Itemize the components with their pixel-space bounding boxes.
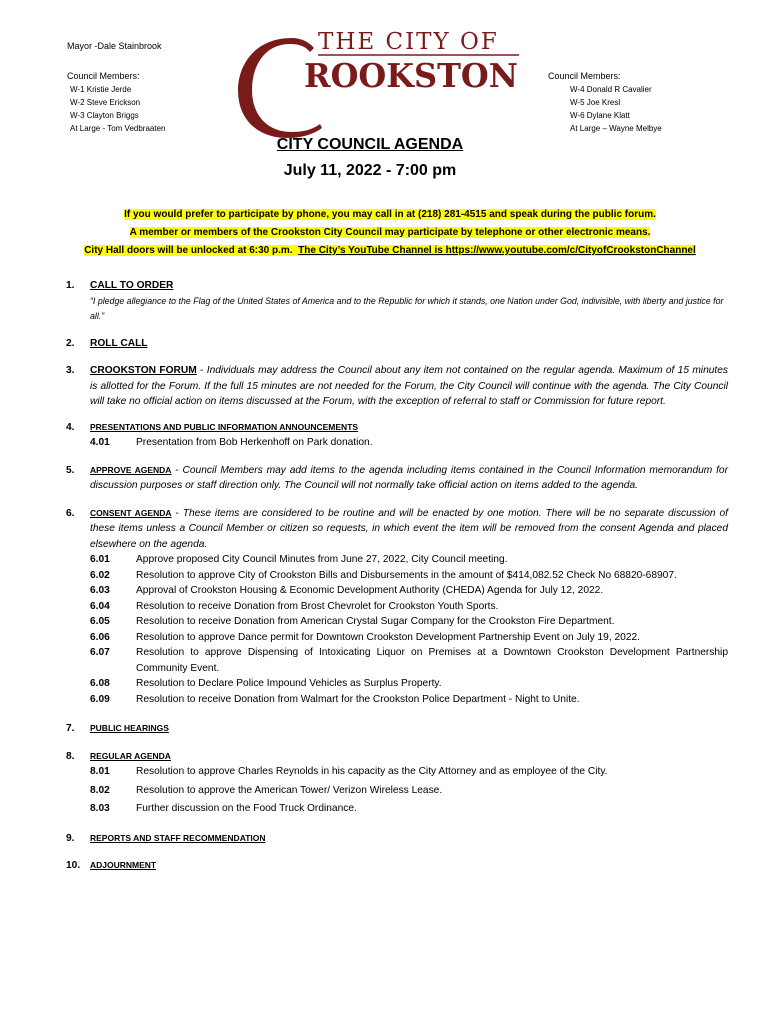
council-member: W-2 Steve Erickson (70, 98, 141, 107)
item-number: 3. (66, 365, 75, 376)
item-description: Individuals may address the Council about any item not contained on the regular agenda. Maximum of 15 minutes is allotted for the Forum. If the full 15 minutes are not needed for the Forum, the City Council will continue with the agenda. The City Council will take no official action on items discussed at the Forum, with the exception of referral to staff or Commission for future report. (90, 365, 728, 407)
item-heading: PRESENTATIONS AND PUBLIC INFORMATION ANNOUNCEMENTS (90, 421, 359, 432)
sub-item: 6.06 Resolution to approve Dance permit for Downtown Crookston Development Partnership Event on July 19, 2022. (90, 631, 640, 643)
phone-notice-text: If you would prefer to participate by phone, you may call in at (218) 281-4515 and speak during the public forum. (124, 209, 656, 220)
item-heading: REGULAR AGENDA (90, 750, 171, 761)
agenda-date: July 11, 2022 - 7:00 pm (283, 162, 457, 179)
council-member: At Large - Tom Vedbraaten (70, 124, 166, 133)
council-member: At Large – Wayne Melbye (570, 124, 662, 133)
mayor-name: Mayor -Dale Stainbrook (67, 41, 162, 51)
phone-notice (40, 209, 740, 220)
item-number: 8. (66, 750, 75, 762)
youtube-link[interactable]: The City’s YouTube Channel is https://www.youtube.com/c/CityofCrookstonChannel (298, 245, 696, 256)
item-description: Council Members may add items to the agenda including items contained in the Council Information memorandum for discussion purposes or staff direction only. The Council will not normally take official action on items added to the agenda. (90, 464, 728, 491)
item-heading: CONSENT AGENDA (90, 507, 172, 518)
item-number: 1. (66, 280, 75, 291)
item-heading: ADJOURNMENT (90, 860, 157, 870)
council-member: W-3 Clayton Briggs (70, 111, 139, 120)
electronic-notice-text: A member or members of the Crookston City Council may participate by telephone or other electronic means. (129, 227, 651, 238)
item-heading: PUBLIC HEARINGS (90, 723, 169, 733)
sub-item: 8.03 Further discussion on the Food Truck Ordinance. (90, 803, 357, 814)
item-number: 10. (66, 860, 81, 871)
sub-item: 6.07 Resolution to approve Dispensing of Intoxicating Liquor on Premises at a Downtown Crookston Development Partnership Community Event. (90, 647, 728, 674)
sub-item: 6.01 Approve proposed City Council Minutes from June 27, 2022, City Council meeting. (90, 554, 508, 565)
council-member: W-1 Kristie Jerde (70, 85, 132, 94)
agenda-item-consent-agenda: 6. CONSENT AGENDA - These items are considered to be routine and will be enacted by one motion. There will be no separate discussion of these items unless a Council Member or citizen so requests, in which event the item will be removed from the consent Agenda and placed elsewhere on the agenda. 6.01 Approve proposed City Council Minutes from June 27, 2022, City Council meeting. 6.02 Resolution to approve City of Crookston Bills and Disbursements in the amount of $414,082.52 Check No 68820-68907. 6.03 Approval of Crookston Housing & Economic Development Authority (CHEDA) Agenda for July 12, 2022. 6.04 Resolution to receive Donation from Brost Chevrolet for Crookston Youth Sports. 6.05 Resolution to receive Donation from American Crystal Sugar Company for the Crookston Fire Department. 6.06 Resolution to approve Dance permit for Downtown Crookston Development Partnership Event on July 19, 2022. 6.07 Resolution to approve Dispensing of Intoxicating Liquor on Premises at a Downtown Crookston Development Partnership Community Event. 6.08 Resolution to Declare Police Impound Vehicles as Surplus Property. 6.09 Resolution to receive Donation from Walmart for the Crookston Police Department - Night to Unite. (66, 506, 728, 708)
item-number: 5. (66, 464, 75, 476)
item-number: 7. (66, 723, 75, 734)
city-logo (236, 24, 526, 140)
item-heading: APPROVE AGENDA (90, 464, 172, 475)
item-heading: ROLL CALL (90, 337, 148, 349)
electronic-notice (40, 227, 740, 238)
sub-item: 6.03 Approval of Crookston Housing & Economic Development Authority (CHEDA) Agenda for July 12, 2022. (90, 585, 604, 596)
item-heading: CROOKSTON FORUM (90, 365, 197, 376)
agenda-item-call-to-order (66, 278, 728, 324)
agenda-item-roll-call (66, 336, 728, 352)
item-description: These items are considered to be routine and will be enacted by one motion. There will be no separate discussion of these items unless a Council Member or citizen so requests, in which event the item will be removed from the consent Agenda and placed elsewhere on the agenda. (90, 507, 728, 550)
doors-notice (40, 245, 740, 256)
council-heading-right: Council Members: (548, 71, 621, 81)
pledge-text: “I pledge allegiance to the Flag of the United States of America and to the Republic for which it stands, one Nation under God, indivisible, with liberty and justice for all.” (90, 295, 724, 321)
sub-item: 8.02 Resolution to approve the American Tower/ Verizon Wireless Lease. (90, 784, 443, 796)
sub-item: 6.05 Resolution to receive Donation from American Crystal Sugar Company for the Crookston Fire Department. (90, 616, 615, 627)
agenda-item-reports (66, 831, 728, 847)
item-number: 9. (66, 832, 75, 844)
agenda-item-regular-agenda (66, 749, 728, 817)
agenda-title: CITY COUNCIL AGENDA (276, 136, 464, 153)
sub-item: 6.02 Resolution to approve City of Crookston Bills and Disbursements in the amount of $414,082.52 Check No 68820-68907. (90, 569, 677, 581)
doors-notice-text: City Hall doors will be unlocked at 6:30 p.m. (84, 245, 293, 256)
item-number: 6. (66, 507, 75, 519)
item-heading: REPORTS AND STAFF RECOMMENDATION (90, 832, 266, 843)
sub-item: 6.09 Resolution to receive Donation from Walmart for the Crookston Police Department - Night to Unite. (90, 693, 580, 705)
agenda-item-approve-agenda: 5. APPROVE AGENDA - Council Members may add items to the agenda including items contained in the Council Information memorandum for discussion purposes or staff direction only. The Council will not normally take official action on items added to the agenda. (66, 464, 728, 491)
council-member: W-4 Donald R Cavalier (570, 85, 652, 94)
logo-city-name: ROOKSTON (304, 56, 518, 95)
agenda-item-public-hearings (66, 721, 728, 737)
agenda-items (66, 278, 728, 874)
sub-item: 6.04 Resolution to receive Donation from Brost Chevrolet for Crookston Youth Sports. (90, 600, 499, 612)
item-heading: CALL TO ORDER (90, 280, 174, 291)
logo-top-text: THE CITY OF (318, 29, 499, 55)
item-number: 4. (66, 421, 75, 433)
council-heading-left: Council Members: (67, 71, 140, 81)
item-number: 2. (66, 337, 75, 349)
sub-item: 4.01 Presentation from Bob Herkenhoff on Park donation. (90, 437, 373, 448)
agenda-item-forum: 3. CROOKSTON FORUM - Individuals may address the Council about any item not contained on the regular agenda. Maximum of 15 minutes is allotted for the Forum. If the full 15 minutes are not needed for the Forum, the City Council will continue with the agenda. The City Council will take no official action on items discussed at the Forum, with the exception of referral to staff or Commission for future report. (66, 365, 728, 407)
agenda-item-presentations (66, 420, 728, 451)
council-members-right (548, 70, 662, 135)
council-member: W-5 Joe Kresl (570, 98, 621, 107)
council-members-left (67, 70, 165, 135)
agenda-item-adjournment (66, 858, 728, 874)
council-member: W-6 Dylane Klatt (570, 111, 630, 120)
sub-item: 6.08 Resolution to Declare Police Impound Vehicles as Surplus Property. (90, 678, 442, 689)
sub-item: 8.01 Resolution to approve Charles Reynolds in his capacity as the City Attorney and as employee of the City. (90, 766, 608, 777)
